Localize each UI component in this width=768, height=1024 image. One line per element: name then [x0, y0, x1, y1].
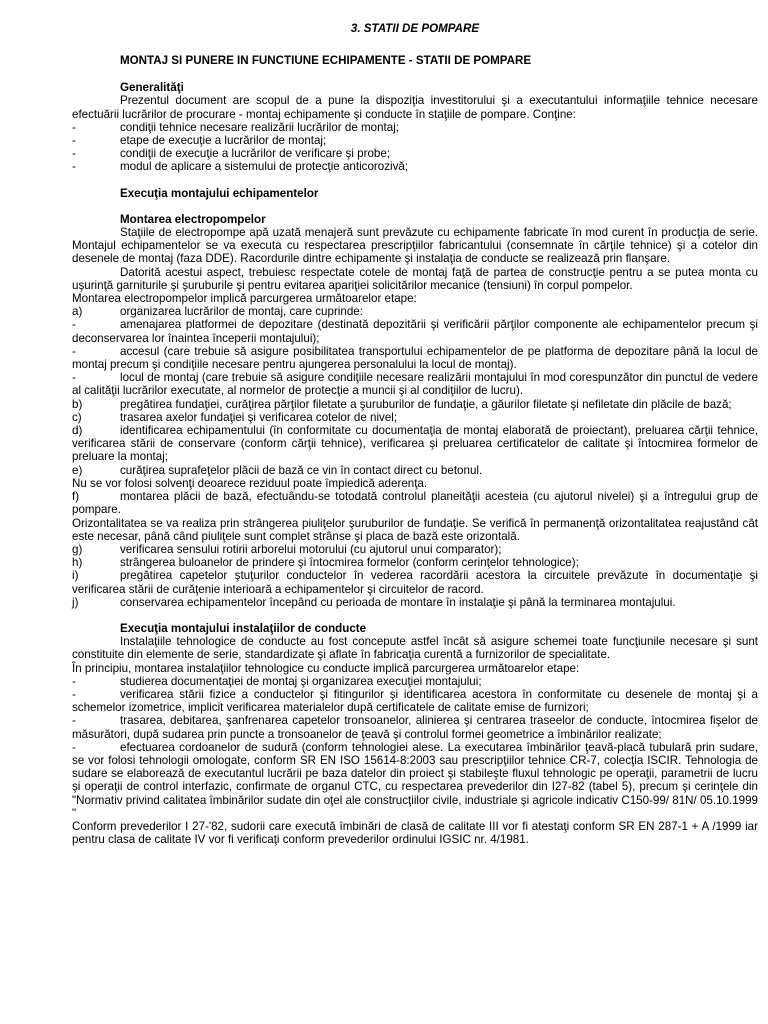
list-item [72, 490, 758, 516]
list-marker: h) [72, 556, 83, 570]
list-marker: f) [72, 490, 80, 504]
section-heading-montaj-conducte: Execuţia montajului instalaţiilor de conducte [120, 621, 367, 635]
list-item [72, 741, 758, 820]
document-title: MONTAJ SI PUNERE IN FUNCTIUNE ECHIPAMENTE - STATII DE POMPARE [120, 54, 532, 67]
bullet-marker: - [72, 674, 76, 688]
list-item-text: organizarea lucrărilor de montaj, care cuprinde: [120, 305, 363, 319]
list-item-text: pregătirea fundaţiei, curăţirea părţilor filetate a şuruburilor de fundaţie, a găurilor filetate şi nefiletate din plăcile de bază; [120, 397, 732, 411]
list-item [72, 675, 758, 688]
paragraph: Instalaţiile tehnologice de conducte au fost concepute astfel încât să asigure schemei toate funcţiunile necesare şi sunt constituite din elemente de serie, standardizate şi aflate în fabricaţia curentă a furnizorilor de specialitate. [72, 635, 758, 662]
list-item [72, 318, 758, 344]
list-item-text: etape de execuţie a lucrărilor de montaj; [120, 134, 327, 148]
list-item [72, 398, 758, 411]
bullet-marker: - [72, 147, 76, 161]
list-item [72, 305, 758, 318]
list-item-text: verificarea sensului rotirii arborelui motorului (cu ajutorul unui comparator); [120, 542, 502, 556]
list-item-text: accesul (care trebuie să asigure posibilitatea transportului echipamentelor de pe platforma de depozitare până la locul de montaj precum şi condiţiile necesare pentru ajungerea personalului la locul de montaj). [72, 344, 758, 372]
list-item-text: trasarea, debitarea, şanfrenarea capetelor tronsoanelor, alinierea şi centrarea traseelor de conducte, întocmirea fişelor de măsurători, după sudarea prin puncte a tronsoanelor de ţeavă şi controlul formei geometrice a îmbinărilor realizate; [72, 714, 758, 741]
list-marker: c) [72, 410, 82, 424]
bullet-marker: - [72, 371, 76, 385]
bullet-marker: - [72, 344, 76, 358]
list-item-text: pregătirea capetelor ştuţurilor conductelor în vederea racordării acestora la circuitele prevăzute în documentaţie şi verificarea stării de curăţenie interioară a echipamentelor şi circuitelor de racord. [72, 569, 758, 596]
list-item-text: efectuarea cordoanelor de sudură (conform tehnologiei alese. La executarea îmbinărilor ţeavă-placă tubulară prin sudare, se vor folosi tehnologii omologate, conform SR EN ISO 15614-8:2003 sau prescripţiilor tehnice CR-7, colecţia ISCIR. Tehnologia de sudare se elaborează de executantul lucrării pe baza datelor din proiect şi stabileşte fluxul tehnologic pe operaţii, parametrii de lucru şi operaţii de control interfazic, confirmate de organul CTC, cu respectarea prevederilor din I27-82 (tabel 5), precum şi cerinţele din "Normativ privind calitatea îmbinărilor sudate din oţel ale construcţiilor civile, industriale şi agricole indicativ C150-99/ 81N/ 05.10.1999 " [72, 740, 758, 820]
paragraph: Nu se vor folosi solvenţi deoarece reziduul poate împiedică aderenţa. [72, 476, 428, 490]
list-item-text: amenajarea platformei de depozitare (destinată depozitării şi verificării părţilor componente ale echipamentelor precum şi deconservarea lor înaintea începerii montajului); [72, 318, 758, 345]
list-item-text: strângerea buloanelor de prindere şi întocmirea formelor (conform cerinţelor tehnologice); [120, 556, 579, 570]
list-item-text: studierea documentaţiei de montaj şi organizarea execuţiei montajului; [120, 674, 482, 688]
list-item [72, 411, 758, 424]
paragraph: Montarea electropompelor implică parcurgerea următoarelor etape: [72, 292, 417, 306]
bullet-marker: - [72, 120, 76, 134]
bullet-marker: - [72, 318, 76, 332]
document-page [72, 22, 758, 846]
list-marker: b) [72, 397, 83, 411]
list-item [72, 147, 758, 160]
list-marker: j) [72, 595, 79, 609]
bullet-marker: - [72, 134, 76, 148]
paragraph: În principiu, montarea instalaţiilor tehnologice cu conducte implică parcurgerea următoarelor etape: [72, 661, 580, 675]
section-heading-montaj-echipamente: Execuţia montajului echipamentelor [120, 186, 319, 200]
list-item [72, 371, 758, 397]
bullet-marker: - [72, 160, 76, 174]
list-item [72, 688, 758, 714]
bullet-marker: - [72, 687, 76, 701]
list-item-text: montarea plăcii de bază, efectuându-se totodată controlul planeităţii acesteia (cu ajutorul nivelei) şi a întregului grup de pompare. [72, 490, 758, 517]
section-heading-generalitati: Generalităţi [120, 81, 184, 95]
list-item-text: condiţii de execuţie a lucrărilor de verificare şi probe; [120, 147, 391, 161]
paragraph: Datorită acestui aspect, trebuiesc respectate cotele de montaj faţă de partea de construcţie pentru a se putea monta cu uşurinţă garniturile şi şuruburile şi pentru evitarea apariţiei solicitărilor mecanice (tensiuni) în corpul pompelor. [72, 265, 758, 292]
paragraph: Orizontalitatea se va realiza prin strângerea piuliţelor şuruburilor de fundaţie. Se verifică în permanenţă orizontalitatea reajustând cât este necesar, până când piuliţele sunt complet strânse şi placa de bază este orizontală. [72, 516, 758, 543]
list-item [72, 160, 758, 173]
list-item [72, 424, 758, 464]
list-marker: a) [72, 305, 83, 319]
list-marker: e) [72, 463, 83, 477]
list-item-text: modul de aplicare a sistemului de protecţie anticorozivă; [120, 160, 409, 174]
list-item-text: trasarea axelor fundaţiei şi verificarea cotelor de nivel; [120, 410, 398, 424]
list-item-text: identificarea echipamentului (în conformitate cu documentaţia de montaj elaborată de proiectant), preluarea cărţii tehnice, verificarea stării de conservare (conform cărţii tehnice), verificarea şi preluarea certificatelor de calitate şi întocmirea formelor de preluare la montaj; [72, 424, 758, 464]
paragraph: Prezentul document are scopul de a pune la dispoziţia investitorului şi a executantului informaţiile tehnice necesare efectuării lucrărilor de procurare - montaj echipamente şi conducte în staţiile de pompare. Conţine: [72, 94, 758, 121]
bullet-marker: - [72, 740, 76, 754]
list-item [72, 569, 758, 595]
list-item [72, 556, 758, 569]
list-item-text: curăţirea suprafeţelor plăcii de bază ce vin în contact direct cu betonul. [120, 463, 483, 477]
list-item-text: condiţii tehnice necesare realizării lucrărilor de montaj; [120, 120, 400, 134]
list-marker: d) [72, 424, 83, 438]
list-item [72, 345, 758, 371]
list-item [72, 596, 758, 609]
paragraph: Conform prevederilor I 27-'82, sudorii care execută îmbinări de clasă de calitate III vor fi atestaţi conform SR EN 287-1 + A /1999 iar pentru clasa de calitate IV vor fi verificaţi conform prevederilor ordinului IGSIC nr. 4/1981. [72, 819, 758, 847]
list-item [72, 121, 758, 134]
list-item-text: conservarea echipamentelor începând cu perioada de montare în instalaţie şi până la terminarea montajului. [120, 595, 676, 609]
list-item [72, 464, 758, 477]
list-item-text: verificarea stării fizice a conductelor şi fitingurilor şi identificarea acestora în conformitate cu desenele de montaj şi a schemelor izometrice, implicit verificarea materialelor după certificatele de calitate emise de furnizori; [72, 687, 758, 715]
bullet-marker: - [72, 714, 76, 728]
list-item [72, 543, 758, 556]
list-item [72, 134, 758, 147]
list-item-text: locul de montaj (care trebuie să asigure condiţiile necesare realizării montajului în mod corespunzător din punctul de vedere al calităţii lucrărilor executate, al normelor de protecţie a muncii şi al condiţiilor de lucru). [72, 371, 758, 398]
subsection-heading-electropompe: Montarea electropompelor [120, 212, 266, 226]
paragraph: Staţiile de electropompe apă uzată menajeră sunt prevăzute cu echipamente fabricate în mod curent în producţia de serie. Montajul echipamentelor se va executa cu respectarea prescripţiilor fabricantului (consemnate în cărţile tehnice) şi a cotelor din desenele de montaj (faza DDE). Racordurile dintre echipamente şi instalaţia de conducte se realizează prin flanşare. [72, 226, 758, 266]
list-marker: i) [72, 569, 79, 583]
chapter-title: 3. STATII DE POMPARE [350, 22, 480, 35]
list-item [72, 714, 758, 740]
list-marker: g) [72, 542, 83, 556]
